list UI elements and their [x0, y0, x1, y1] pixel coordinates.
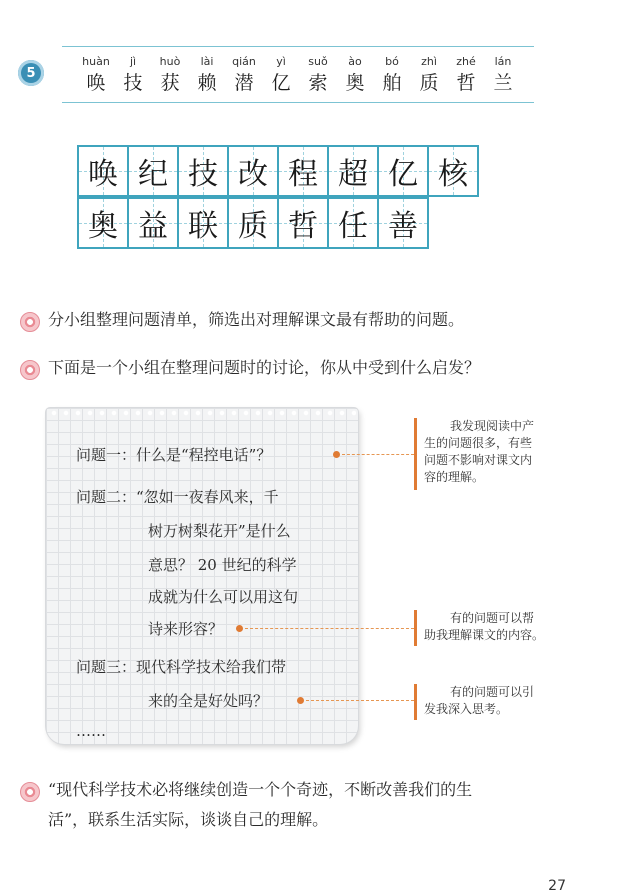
grid-character: 任 [338, 209, 368, 244]
vocab-item [78, 54, 114, 96]
vocab-item [337, 54, 373, 96]
grid-cell [427, 145, 479, 197]
flower-bullet-icon [20, 360, 40, 380]
vocab-item [189, 54, 225, 96]
vocab-character: 舶 [382, 72, 402, 94]
flower-bullet-icon [20, 312, 40, 332]
note-1-line-1: 我发现阅读中产 [450, 419, 535, 433]
grid-character: 亿 [388, 157, 418, 192]
note-2-line-2: 助我理解课文的内容。 [424, 628, 545, 642]
grid-character: 质 [238, 209, 268, 244]
vocab-pinyin: yì [276, 55, 286, 68]
note-1 [424, 418, 574, 486]
vocab-pinyin: lài [200, 55, 214, 68]
vocab-character: 索 [308, 72, 328, 94]
grid-character: 核 [438, 157, 468, 192]
grid-cell [377, 197, 429, 249]
vocab-pinyin: zhì [421, 55, 437, 68]
lesson-number-badge: 5 [18, 60, 44, 86]
vocab-character: 质 [419, 72, 439, 94]
vocab-character: 潜 [234, 72, 254, 94]
grid-character: 益 [138, 209, 168, 244]
note-3 [424, 684, 584, 718]
vocab-character: 唤 [86, 72, 106, 94]
grid-cell [77, 145, 129, 197]
connector-dot-3 [297, 697, 304, 704]
vocab-pinyin: lán [494, 55, 512, 68]
grid-cell [77, 197, 129, 249]
vocab-character: 奥 [345, 72, 365, 94]
task-1-text: 分小组整理问题清单，筛选出对理解课文最有帮助的问题。 [48, 310, 465, 329]
vocab-pinyin: huàn [82, 55, 110, 68]
ellipsis: …… [76, 722, 106, 740]
vocab-pinyin: huò [159, 55, 181, 68]
question-3-line-2: 来的全是好处吗？ [148, 692, 269, 710]
vocab-list [78, 54, 521, 96]
question-2-line-5: 诗来形容？ [148, 620, 224, 638]
grid-cell [227, 197, 279, 249]
note-1-line-2: 生的问题很多，有些 [424, 436, 533, 450]
connector-line-2 [245, 628, 414, 629]
grid-cell [177, 145, 229, 197]
grid-cell [377, 145, 429, 197]
vocab-item [226, 54, 262, 96]
grid-character: 改 [238, 157, 268, 192]
grid-character: 纪 [138, 157, 168, 192]
vocab-pinyin: bó [385, 55, 399, 68]
note-1-bar [414, 418, 417, 490]
grid-cell [277, 145, 329, 197]
grid-cell [327, 145, 379, 197]
vocab-item [115, 54, 151, 96]
grid-character: 程 [288, 157, 318, 192]
writing-grid-row-2 [77, 197, 427, 249]
connector-line-3 [306, 700, 414, 701]
task-3-line-1: “现代科学技术必将继续创造一个个奇迹，不断改善我们的生 [48, 780, 473, 799]
connector-line-1 [342, 454, 414, 455]
question-2-line-2: 树万树梨花开”是什么 [148, 522, 291, 540]
vocab-pinyin: zhé [456, 55, 476, 68]
page-number: 27 [548, 878, 566, 894]
grid-cell [127, 145, 179, 197]
vocab-pinyin: suǒ [308, 55, 328, 68]
note-1-line-4: 容的理解。 [424, 470, 485, 484]
note-3-line-2: 发我深入思考。 [424, 702, 509, 716]
flower-bullet-icon [20, 782, 40, 802]
connector-dot-1 [333, 451, 340, 458]
grid-cell [227, 145, 279, 197]
grid-character: 善 [388, 209, 418, 244]
task-2-text: 下面是一个小组在整理问题时的讨论，你从中受到什么启发？ [48, 358, 481, 377]
vocab-item [374, 54, 410, 96]
grid-cell [127, 197, 179, 249]
vocab-character: 哲 [456, 72, 476, 94]
question-3-line-1: 问题三：现代科学技术给我们带 [76, 658, 287, 676]
vocab-character: 技 [123, 72, 143, 94]
vocab-character: 获 [160, 72, 180, 94]
vocab-bottom-rule [62, 102, 534, 103]
question-1: 问题一：什么是“程控电话”？ [76, 446, 272, 464]
question-2-line-4: 成就为什么可以用这句 [148, 588, 299, 606]
note-2-line-1: 有的问题可以帮 [450, 611, 535, 625]
grid-character: 哲 [288, 209, 318, 244]
grid-cell [327, 197, 379, 249]
grid-character: 技 [188, 157, 218, 192]
task-3-line-2: 活”，联系生活实际，谈谈自己的理解。 [48, 810, 329, 829]
grid-cell [177, 197, 229, 249]
notebook-perforation [48, 410, 356, 416]
vocab-pinyin: ào [348, 55, 362, 68]
vocab-top-rule [62, 46, 534, 47]
vocab-pinyin: qián [232, 55, 256, 68]
question-2-line-1: 问题二：“忽如一夜春风来，千 [76, 488, 279, 506]
grid-character: 联 [188, 209, 218, 244]
note-2 [424, 610, 584, 644]
vocab-item [411, 54, 447, 96]
vocab-character: 兰 [493, 72, 513, 94]
grid-character: 奥 [88, 209, 118, 244]
note-3-line-1: 有的问题可以引 [450, 685, 535, 699]
vocab-item [485, 54, 521, 96]
vocab-pinyin: jì [129, 55, 137, 68]
note-1-line-3: 问题不影响对课文内 [424, 453, 533, 467]
connector-dot-2 [236, 625, 243, 632]
vocab-item [448, 54, 484, 96]
writing-grid-row-1 [77, 145, 477, 197]
note-2-bar [414, 610, 417, 646]
vocab-character: 亿 [271, 72, 291, 94]
vocab-item [300, 54, 336, 96]
vocab-character: 赖 [197, 72, 217, 94]
vocab-item [152, 54, 188, 96]
grid-character: 超 [338, 157, 368, 192]
vocab-item [263, 54, 299, 96]
grid-character: 唤 [88, 157, 118, 192]
grid-cell [277, 197, 329, 249]
question-2-line-3: 意思？ 20 世纪的科学 [148, 556, 297, 574]
note-3-bar [414, 684, 417, 720]
